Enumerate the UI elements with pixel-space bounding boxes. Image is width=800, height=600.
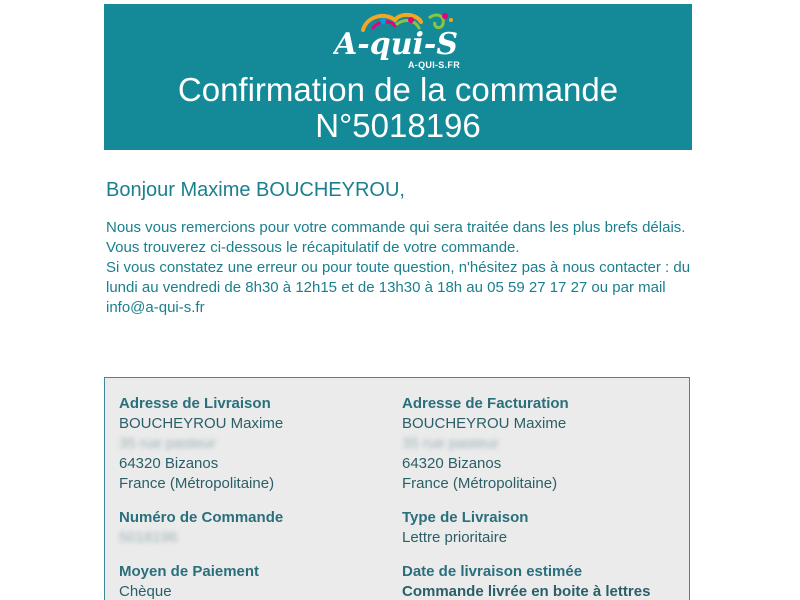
email-header [104, 4, 692, 150]
summary-paragraph: Vous trouverez ci-dessous le récapitulatif de votre commande. [106, 239, 520, 256]
intro-text [106, 218, 692, 318]
delivery-type-label: Type de Livraison [402, 509, 529, 526]
billing-address-label: Adresse de Facturation [402, 395, 569, 412]
page-title [104, 72, 692, 144]
billing-address-block [402, 394, 682, 494]
summary-right-column [402, 394, 682, 600]
logo-domain: A-QUI-S.FR [408, 60, 460, 70]
payment-block [119, 562, 399, 600]
billing-country: France (Métropolitaine) [402, 475, 558, 492]
title-order-number: N°5018196 [315, 107, 481, 144]
brand-logo[interactable] [104, 8, 692, 74]
order-number-block [119, 508, 399, 548]
delivery-name: BOUCHEYROU Maxime [119, 415, 284, 432]
logo-wordmark: A-qui-S [333, 27, 459, 62]
contact-paragraph: Si vous constatez une erreur ou pour toute question, n'hésitez pas à nous contacter : du lundi au vendredi de 8h30 à 12h15 et de 13h30 à 18h au 05 59 27 17 27 ou par mail info@a-qui-s.fr [106, 259, 691, 316]
delivery-type-value: Lettre prioritaire [402, 529, 508, 546]
billing-city: 64320 Bizanos [402, 455, 502, 472]
chameleon-logo-icon [333, 8, 463, 66]
payment-value: Chèque [119, 583, 172, 600]
estimated-delivery-value: Commande livrée en boite à lettres [402, 583, 651, 600]
title-line-1: Confirmation de la commande [177, 71, 619, 108]
order-number-value: 5018196 [119, 529, 178, 546]
delivery-address-block [119, 394, 399, 494]
order-number-label: Numéro de Commande [119, 509, 284, 526]
estimated-delivery-block [402, 562, 682, 600]
billing-street: 35 rue pasteur [402, 435, 499, 452]
greeting: Bonjour Maxime BOUCHEYROU, [106, 179, 405, 201]
delivery-city: 64320 Bizanos [119, 455, 219, 472]
delivery-street: 35 rue pasteur [119, 435, 216, 452]
payment-label: Moyen de Paiement [119, 563, 260, 580]
order-summary-box [104, 377, 690, 600]
billing-name: BOUCHEYROU Maxime [402, 415, 567, 432]
message-body [106, 176, 692, 318]
estimated-delivery-label: Date de livraison estimée [402, 563, 583, 580]
delivery-address-label: Adresse de Livraison [119, 395, 271, 412]
delivery-country: France (Métropolitaine) [119, 475, 275, 492]
summary-left-column [119, 394, 399, 600]
delivery-type-block [402, 508, 682, 548]
thanks-paragraph: Nous vous remercions pour votre commande qui sera traitée dans les plus brefs délais. [106, 219, 686, 236]
